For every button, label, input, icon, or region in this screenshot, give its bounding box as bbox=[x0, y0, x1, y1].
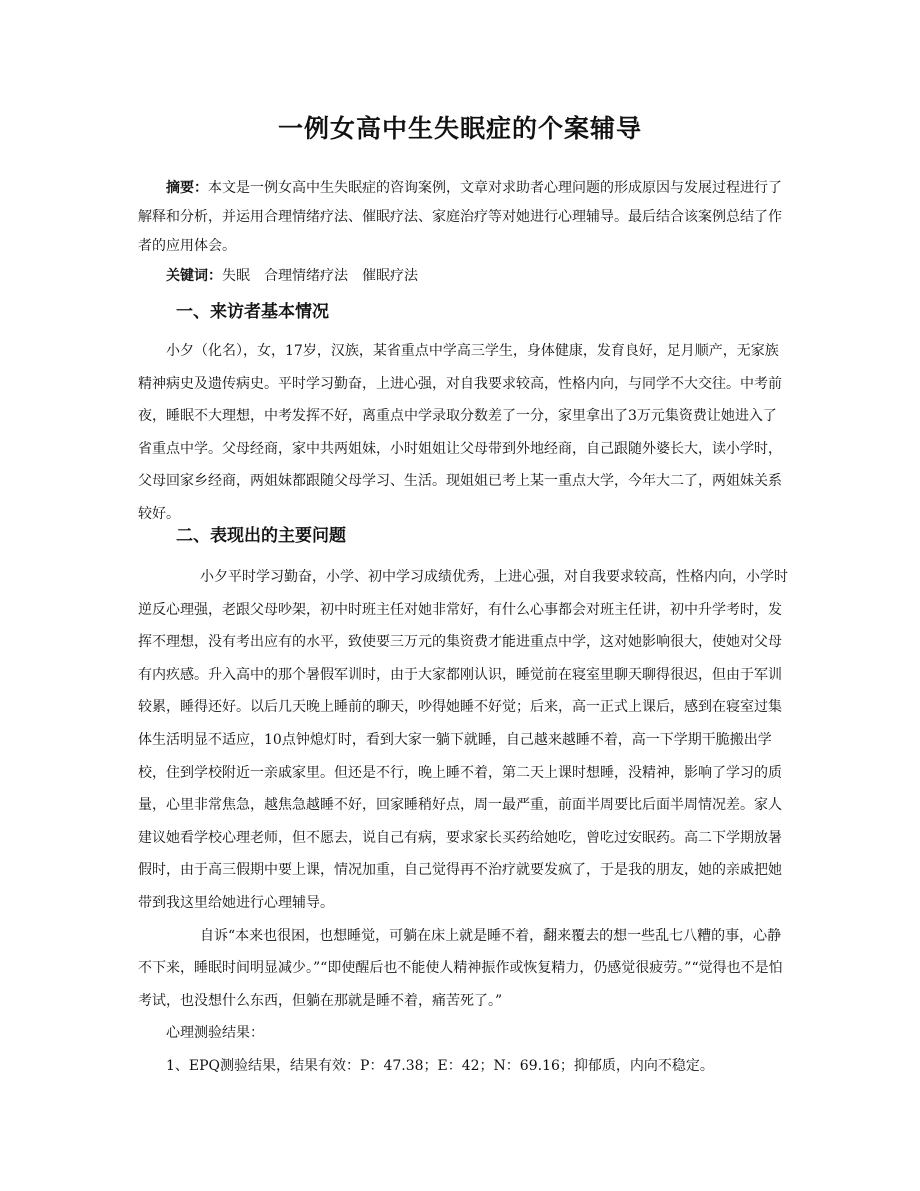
section1-paragraph: 小夕（化名），女，17岁，汉族，某省重点中学高三学生，身体健康，发育良好，足月顺产，无家族精神病史及遗传病史。平时学习勤奋，上进心强，对自我要求较高，性格内向，与同学不大交往。中考前夜，睡眠不大理想，中考发挥不好，离重点中学录取分数差了一分，家里拿出了3万元集资费让她进入了省重点中学。父母经商，家中共两姐妹，小时姐姐让父母带到外地经商，自己跟随外婆长大，读小学时，父母回家乡经商，两姐妹都跟随父母学习、生活。现姐姐已考上某一重点大学，今年大二了，两姐妹关系较好。 bbox=[138, 343, 782, 522]
keywords-label: 关键词： bbox=[166, 268, 222, 284]
section1-heading: 一、来访者基本情况 bbox=[176, 302, 329, 322]
keywords-text: 失眠 合理情绪疗法 催眠疗法 bbox=[222, 268, 418, 284]
keywords bbox=[138, 262, 788, 291]
section2-heading: 二、表现出的主要问题 bbox=[176, 526, 346, 546]
section2-body bbox=[138, 561, 788, 1083]
abstract-label: 摘要： bbox=[166, 180, 208, 196]
section1-body bbox=[138, 335, 788, 531]
document-title: 一例女高中生失眠症的个案辅导 bbox=[277, 114, 642, 143]
abstract-paragraph bbox=[138, 174, 788, 261]
section2-paragraph-3: 心理测验结果： bbox=[166, 1025, 264, 1042]
abstract-text: 本文是一例女高中生失眠症的咨询案例，文章对求助者心理问题的形成原因与发展过程进行了解释和分析，并运用合理情绪疗法、催眠疗法、家庭治疗等对她进行心理辅导。最后结合该案例总结了作者的应用体会。 bbox=[138, 180, 782, 254]
abstract bbox=[138, 174, 788, 261]
section2-paragraph-1: 小夕平时学习勤奋，小学、初中学习成绩优秀，上进心强，对自我要求较高，性格内向，小学时逆反心理强，老跟父母吵架，初中时班主任对她非常好，有什么心事都会对班主任讲，初中升学考时，发挥不理想，没有考出应有的水平，致使要三万元的集资费才能进重点中学，这对她影响很大，使她对父母有内疚感。升入高中的那个暑假军训时，由于大家都刚认识，睡觉前在寝室里聊天聊得很迟，但由于军训较累，睡得还好。以后几天晚上睡前的聊天，吵得她睡不好觉；后来，高一正式上课后，感到在寝室过集体生活明显不适应，10点钟熄灯时，看到大家一躺下就睡，自己越来越睡不着，高一下学期干脆搬出学校，住到学校附近一亲戚家里。但还是不行，晚上睡不着，第二天上课时想睡，没精神，影响了学习的质量，心里非常焦急，越焦急越睡不好，回家睡稍好点，周一最严重，前面半周要比后面半周情况差。家人建议她看学校心理老师，但不愿去，说自己有病，要求家长买药给她吃，曾吃过安眠药。高二下学期放暑假时，由于高三假期中要上课，情况加重，自己觉得再不治疗就要发疯了，于是我的朋友，她的亲戚把她带到我这里给她进行心理辅导。 bbox=[138, 569, 788, 911]
section2-paragraph-4: 1、EPQ测验结果，结果有效：P：47.38；E：42；N：69.16；抑郁质，内向不稳定。 bbox=[166, 1057, 714, 1074]
section2-paragraph-2: 自诉“本来也很困，也想睡觉，可躺在床上就是睡不着，翻来覆去的想一些乱七八糟的事，心静不下来，睡眠时间明显减少。”“即使醒后也不能使人精神振作或恢复精力，仍感觉很疲劳。”“觉得也不是怕考试，也没想什么东西，但躺在那就是睡不着，痛苦死了。” bbox=[138, 927, 783, 1009]
